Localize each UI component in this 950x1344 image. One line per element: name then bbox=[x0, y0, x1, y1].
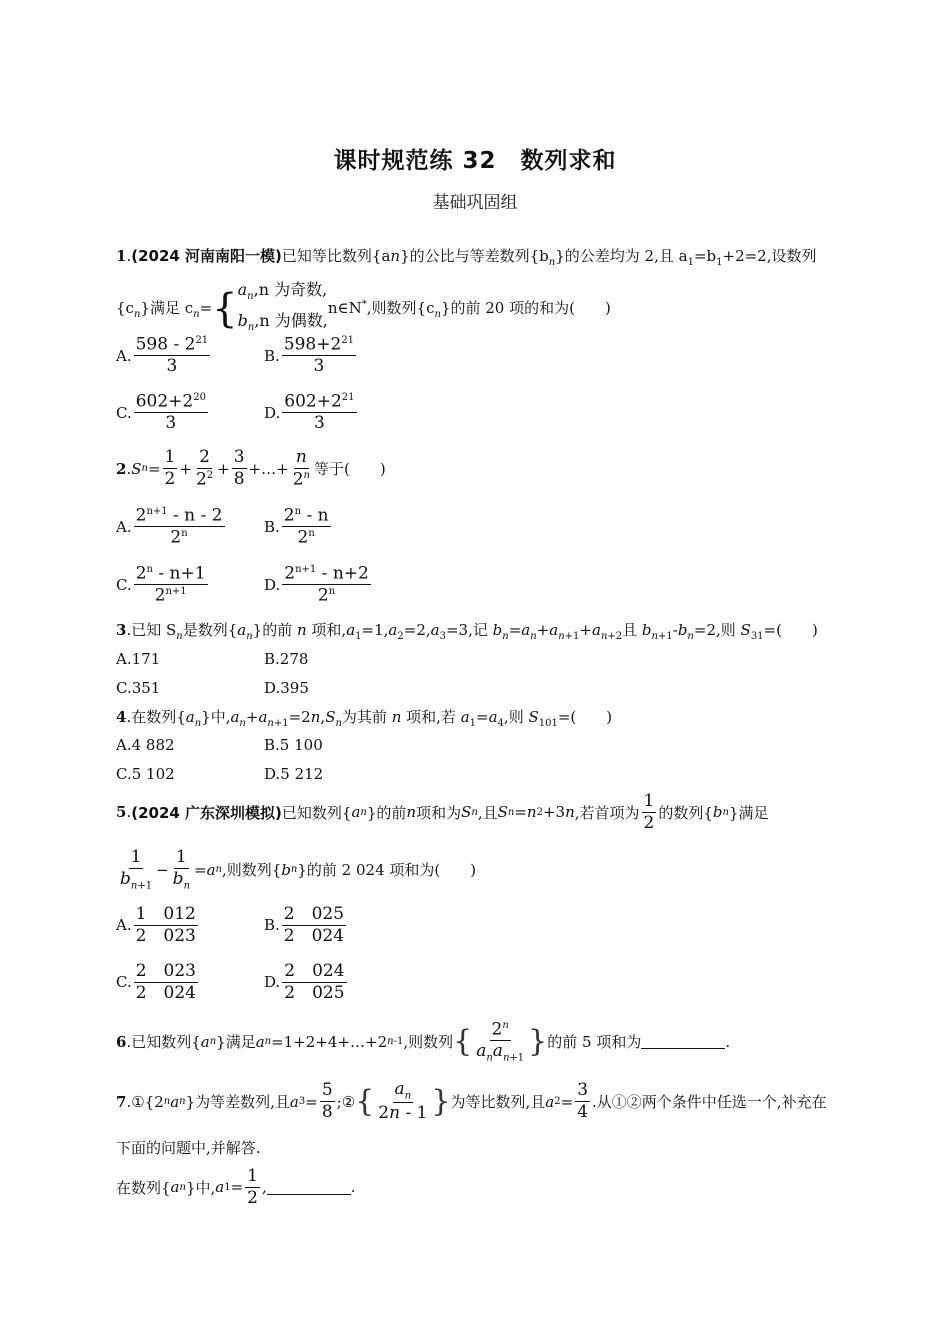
q2-option-d[interactable]: D. $\frac{2^{n+1} - n+2}{2^n}$ bbox=[264, 563, 369, 606]
question-4-stem: 4.在数列$\{a_n\}$中$,a_n+a_{n+1}=2n,S_n$为其前 n 项和,若 $a_1=a_4$,则 $S_{101}=$( ) bbox=[116, 708, 613, 729]
question-number: 1 bbox=[116, 247, 127, 265]
question-number: 7 bbox=[116, 1092, 127, 1111]
question-2-stem: 2 . S n = $\frac{1}{2}$ + $\frac{2}{2^2}$ + $\frac{3}{8}$ +…+ $\frac{n}{2^n}$ 等于( ) bbox=[116, 447, 386, 490]
q3-option-c[interactable]: C.351 bbox=[116, 679, 161, 697]
question-1-line-2: $\{c_n\}$满足 $c_n=${ $a_n,n$ 为奇数, $b_n,n$ 为偶数, n∈N*,则数列$\{c_n\}$的前 20 项的和为( ) bbox=[116, 278, 611, 340]
q1-option-b[interactable]: B. $\frac{598+2^{21}}{3}$ bbox=[264, 334, 355, 377]
page-title: 课时规范练 32 数列求和 bbox=[333, 148, 617, 174]
question-7-line-3: 在数列{ a n }中, a 1 = $\frac{1}{2}$ , . bbox=[116, 1166, 356, 1208]
q4-option-d[interactable]: D.5 212 bbox=[264, 765, 324, 783]
question-number: 2 bbox=[116, 459, 127, 478]
q4-option-c[interactable]: C.5 102 bbox=[116, 765, 175, 783]
question-number: 3 bbox=[116, 621, 127, 639]
q2-option-b[interactable]: B. $\frac{2^n - n}{2^n}$ bbox=[264, 505, 329, 548]
question-number: 6 bbox=[116, 1032, 127, 1051]
q4-option-a[interactable]: A.4 882 bbox=[116, 736, 175, 754]
q3-option-a[interactable]: A.171 bbox=[116, 650, 161, 668]
question-5-line-2: $\frac{1}{b_{n+1}}$ − $\frac{1}{b_n}$ = a n ,则数列{ b n }的前 2 024 项和为( ) bbox=[120, 847, 477, 892]
q1-option-a[interactable]: A. $\frac{598 - 2^{21}}{3}$ bbox=[116, 334, 209, 377]
left-brace: { bbox=[212, 286, 238, 333]
question-7-line-2: 下面的问题中,并解答. bbox=[116, 1139, 261, 1157]
answer-blank[interactable] bbox=[267, 1180, 351, 1195]
section-subtitle: 基础巩固组 bbox=[432, 193, 518, 213]
question-6-stem: 6 .已知数列{ a n }满足 a n =1+2+4+…+2 n-1 ,则数列 { $\frac{2^n}{a_na_{n+1}}$ } 的前 5 项和为 . bbox=[116, 1019, 731, 1064]
q3-option-b[interactable]: B.278 bbox=[264, 650, 309, 668]
answer-blank[interactable] bbox=[641, 1034, 725, 1049]
question-3-stem: 3.已知 $S_n$是数列$\{a_n\}$的前 n 项和$,a_1=1,a_2=2,a_3=3$,记 $b_n=a_n+a_{n+1}+a_{n+2}$且 $b_{n+1}-b_n=2$,则 $S_{31}=$( ) bbox=[116, 621, 818, 642]
q1-option-c[interactable]: C. $\frac{602+2^{20}}{3}$ bbox=[116, 391, 206, 434]
q4-option-b[interactable]: B.5 100 bbox=[264, 736, 323, 754]
q2-option-a[interactable]: A. $\frac{2^{n+1} - n - 2}{2^n}$ bbox=[116, 505, 223, 548]
q1-option-d[interactable]: D. $\frac{602+2^{21}}{3}$ bbox=[264, 391, 355, 434]
q5-option-d[interactable]: D. $\frac{2 024}{2 025}$ bbox=[264, 961, 345, 1003]
question-source: (2024 河南南阳一模) bbox=[131, 247, 282, 265]
q3-option-d[interactable]: D.395 bbox=[264, 679, 309, 697]
question-5-line-1: 5 . (2024 广东深圳模拟) 已知数列{ a n }的前 n 项和为 S n ,且 S n = n 2 +3 n ,若首项为 $\frac{1}{2}$ 的数列{ b n }满足 bbox=[116, 791, 769, 833]
question-7-line-1: 7 .①{2 n a n }为等差数列,且 a 3 = $\frac{5}{8}$ ;② { $\frac{a_n}{2n - 1}$ } 为等比数列,且 a 2 = $\frac{3}{4}$ .从①②两个条件中任选一个,补充在 bbox=[116, 1079, 827, 1124]
q5-option-c[interactable]: C. $\frac{2 023}{2 024}$ bbox=[116, 961, 196, 1003]
q5-option-b[interactable]: B. $\frac{2 025}{2 024}$ bbox=[264, 904, 345, 946]
question-source: (2024 广东深圳模拟) bbox=[131, 803, 282, 822]
q5-option-a[interactable]: A. $\frac{1 012}{2 023}$ bbox=[116, 904, 196, 946]
question-1-line-1: 1.(2024 河南南阳一模)已知等比数列{an}的公比与等差数列$\{b_n\}$的公差均为 2,且 $a_1=b_1+2=2$,设数列 bbox=[116, 247, 817, 268]
question-number: 5 bbox=[116, 803, 127, 822]
question-number: 4 bbox=[116, 708, 127, 726]
q2-option-c[interactable]: C. $\frac{2^n - n+1}{2^{n+1}}$ bbox=[116, 563, 206, 606]
piecewise-cases: $a_n,n$ 为奇数, $b_n,n$ 为偶数, bbox=[237, 280, 328, 334]
